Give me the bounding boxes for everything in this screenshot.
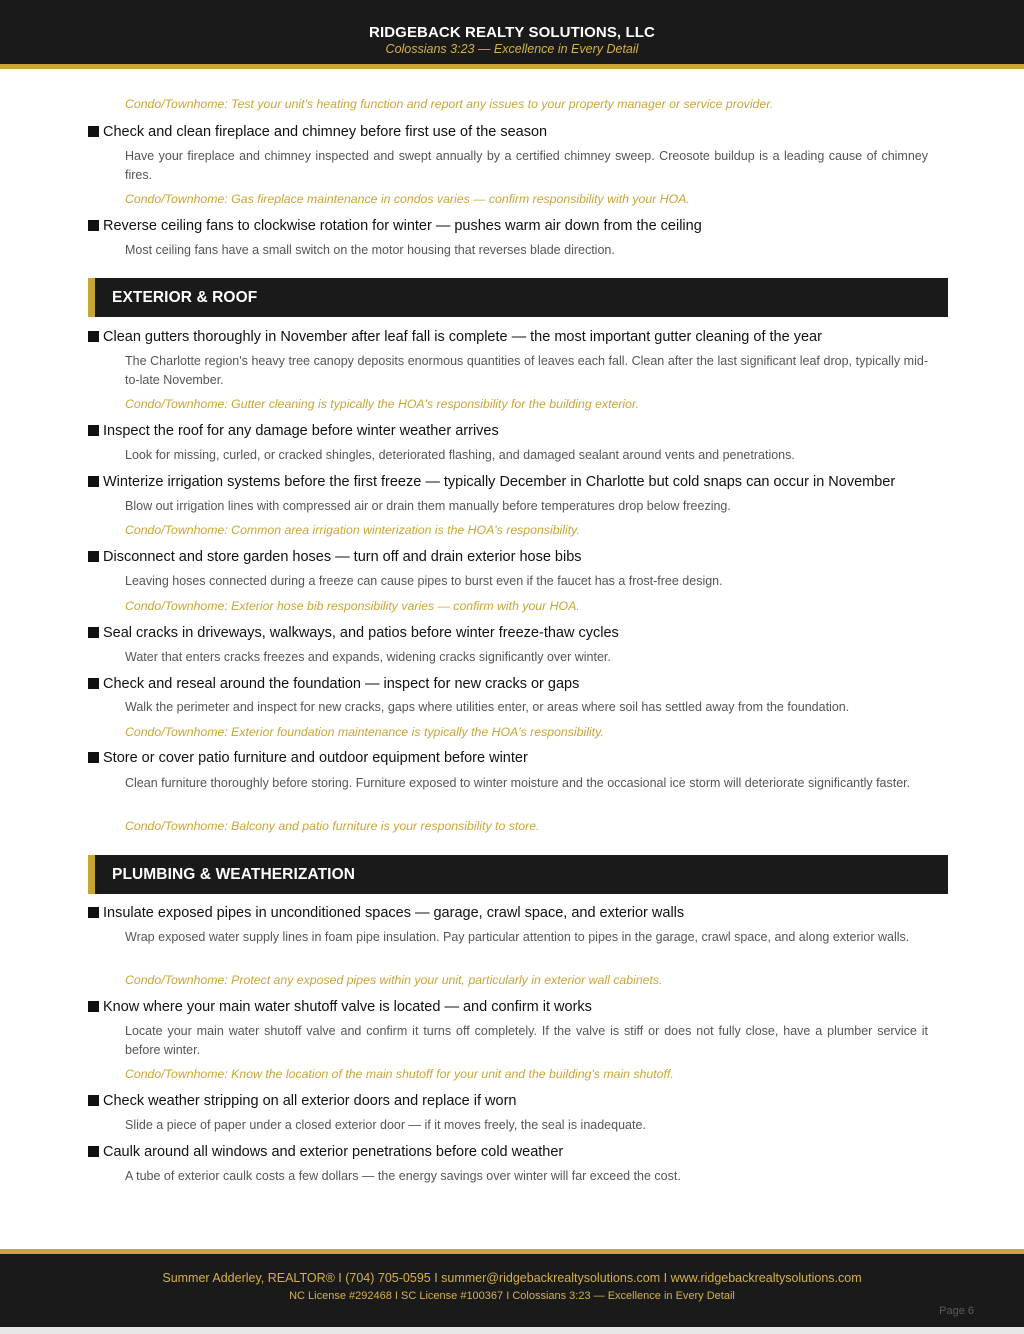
checklist-item-title: Know where your main water shutoff valve is located — and confirm it works [88, 999, 592, 1015]
checkbox-square-icon [88, 1146, 99, 1157]
section-header-exterior-roof [88, 278, 948, 317]
checklist-item-description: Water that enters cracks freezes and expands, widening cracks significantly over winter. [125, 650, 611, 664]
footer-license-line: NC License #292468 I SC License #100367 I Colossians 3:23 — Excellence in Every Detail [289, 1290, 735, 1302]
condo-note: Condo/Townhome: Test your unit's heating function and report any issues to your property manager or service provider. [125, 97, 774, 111]
footer-contact-line: Summer Adderley, REALTOR® I (704) 705-0595 I summer@ridgebackrealtysolutions.com I www.ridgebackrealtysolutions.com [162, 1271, 862, 1285]
checklist-item-title: Disconnect and store garden hoses — turn off and drain exterior hose bibs [88, 549, 582, 565]
checklist-item-title: Winterize irrigation systems before the first freeze — typically December in Charlotte but cold snaps can occur in November [88, 474, 895, 490]
checklist-item-title: Check and reseal around the foundation — inspect for new cracks or gaps [88, 676, 579, 692]
checklist-item-title: Clean gutters thoroughly in November after leaf fall is complete — the most important gutter cleaning of the year [88, 329, 822, 345]
checkbox-square-icon [88, 476, 99, 487]
checkbox-square-icon [88, 1001, 99, 1012]
header-tagline: Colossians 3:23 — Excellence in Every Detail [385, 42, 639, 56]
checkbox-square-icon [88, 678, 99, 689]
checklist-item-title: Caulk around all windows and exterior penetrations before cold weather [88, 1144, 563, 1160]
checklist-item-description: A tube of exterior caulk costs a few dollars — the energy savings over winter will far exceed the cost. [125, 1169, 681, 1183]
checklist-item-title: Store or cover patio furniture and outdoor equipment before winter [88, 750, 528, 766]
footer-gold-bar [0, 1249, 1024, 1254]
checklist-item-description: Wrap exposed water supply lines in foam pipe insulation. Pay particular attention to pipes in the garage, crawl space, and along exterior walls. [125, 930, 910, 944]
checklist-item-description: Slide a piece of paper under a closed exterior door — if it moves freely, the seal is inadequate. [125, 1118, 646, 1132]
checkbox-square-icon [88, 220, 99, 231]
checklist-item-title: Insulate exposed pipes in unconditioned spaces — garage, crawl space, and exterior walls [88, 905, 684, 921]
checkbox-square-icon [88, 907, 99, 918]
section-accent-bar [88, 855, 95, 894]
page-header [0, 0, 1024, 64]
header-gold-bar [0, 64, 1024, 69]
company-name: RIDGEBACK REALTY SOLUTIONS, LLC [369, 24, 655, 41]
checkbox-square-icon [88, 126, 99, 137]
condo-note: Condo/Townhome: Common area irrigation winterization is the HOA's responsibility. [125, 523, 580, 537]
section-title: PLUMBING & WEATHERIZATION [112, 866, 356, 883]
checklist-item-description: Locate your main water shutoff valve and confirm it turns off completely. If the valve is stiff or does not fully close, have a plumber service it before winter. [125, 1024, 928, 1057]
condo-note: Condo/Townhome: Know the location of the main shutoff for your unit and the building's main shutoff. [125, 1067, 674, 1081]
checkbox-square-icon [88, 551, 99, 562]
checklist-item-description: Blow out irrigation lines with compressed air or drain them manually before temperatures drop below freezing. [125, 499, 731, 513]
condo-note: Condo/Townhome: Exterior hose bib responsibility varies — confirm with your HOA. [125, 599, 580, 613]
checklist-item-title: Reverse ceiling fans to clockwise rotation for winter — pushes warm air down from the ceiling [88, 218, 702, 234]
section-header-plumbing-weatherization [88, 855, 948, 894]
checklist-item-title: Check weather stripping on all exterior doors and replace if worn [88, 1093, 516, 1109]
condo-note: Condo/Townhome: Balcony and patio furniture is your responsibility to store. [125, 819, 540, 833]
checklist-item-description: Clean furniture thoroughly before storing. Furniture exposed to winter moisture and the occasional ice storm will deteriorate significantly faster. [125, 776, 911, 790]
condo-note: Condo/Townhome: Gutter cleaning is typically the HOA's responsibility for the building exterior. [125, 397, 640, 411]
checklist-item-description: Leaving hoses connected during a freeze can cause pipes to burst even if the faucet has a frost-free design. [125, 574, 723, 588]
section-title: EXTERIOR & ROOF [112, 289, 258, 306]
page-footer [0, 1249, 1024, 1327]
checkbox-square-icon [88, 331, 99, 342]
checkbox-square-icon [88, 1095, 99, 1106]
checklist-item-description: Walk the perimeter and inspect for new cracks, gaps where utilities enter, or areas where soil has settled away from the foundation. [125, 700, 850, 714]
checkbox-square-icon [88, 752, 99, 763]
section-accent-bar [88, 278, 95, 317]
condo-note: Condo/Townhome: Gas fireplace maintenance in condos varies — confirm responsibility with your HOA. [125, 192, 690, 206]
checklist-item-title: Seal cracks in driveways, walkways, and patios before winter freeze-thaw cycles [88, 625, 619, 641]
page-number: Page 6 [939, 1305, 974, 1317]
checklist-item-description: Look for missing, curled, or cracked shingles, deteriorated flashing, and damaged sealant around vents and penetrations. [125, 448, 795, 462]
checklist-item-description: Have your fireplace and chimney inspected and swept annually by a certified chimney sweep. Creosote buildup is a leading cause of chimney fires. [125, 149, 928, 182]
checklist-item-title: Inspect the roof for any damage before winter weather arrives [88, 423, 499, 439]
checkbox-square-icon [88, 627, 99, 638]
condo-note: Condo/Townhome: Protect any exposed pipes within your unit, particularly in exterior wall cabinets. [125, 973, 663, 987]
checklist-item-description: Most ceiling fans have a small switch on the motor housing that reverses blade direction. [125, 243, 615, 257]
checklist-item-title: Check and clean fireplace and chimney before first use of the season [88, 124, 547, 140]
bottom-strip [0, 1327, 1024, 1334]
checklist-item-description: The Charlotte region's heavy tree canopy deposits enormous quantities of leaves each fall. Clean after the last significant leaf drop, typically mid-to-late November. [125, 354, 928, 387]
checkbox-square-icon [88, 425, 99, 436]
condo-note: Condo/Townhome: Exterior foundation maintenance is typically the HOA's responsibility. [125, 725, 604, 739]
